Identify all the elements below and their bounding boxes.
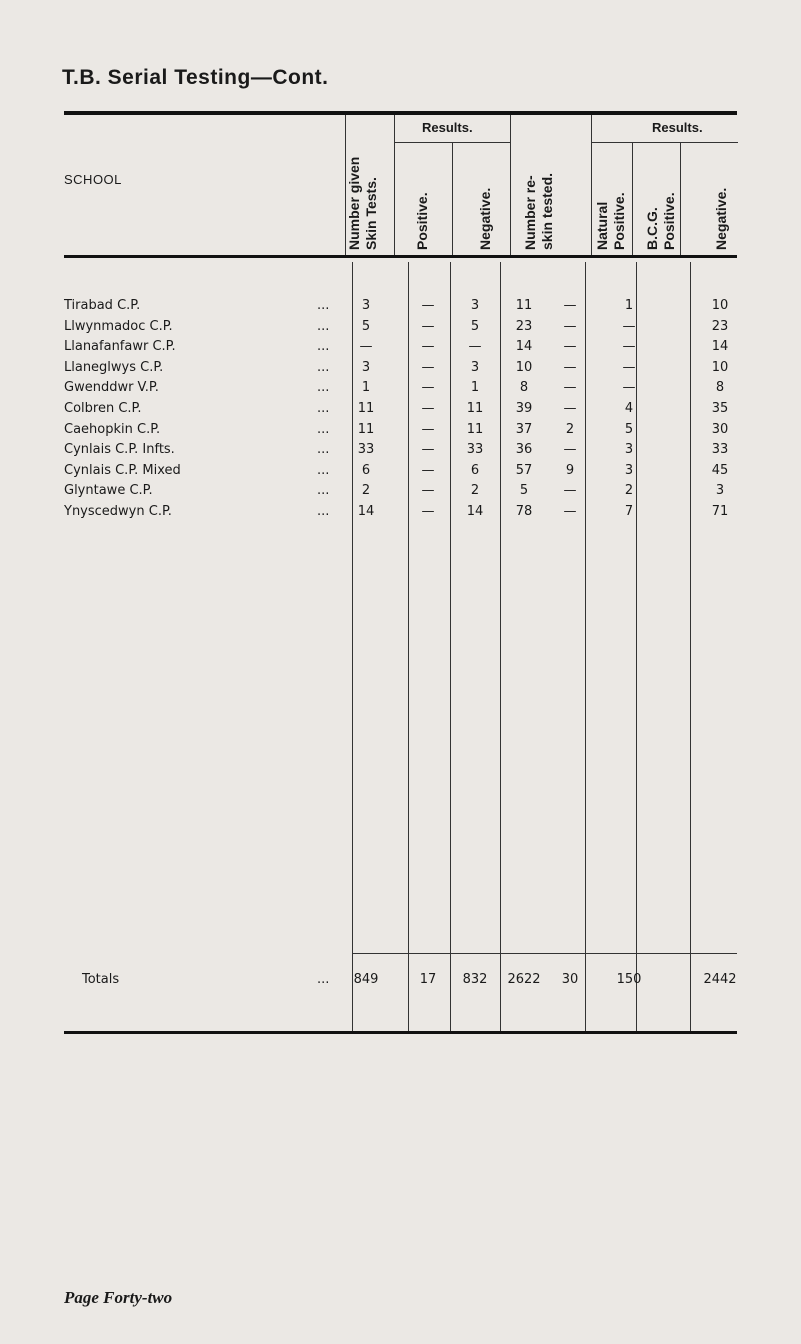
cell-negative: 3 bbox=[470, 359, 480, 375]
cell-positive: — bbox=[421, 421, 435, 437]
col-divider-3 bbox=[452, 142, 453, 255]
results-right-header: Results. bbox=[652, 120, 703, 135]
cell-given: 11 bbox=[357, 421, 375, 437]
col-divider-1 bbox=[345, 115, 346, 255]
totals-separator bbox=[352, 953, 737, 954]
positive-header: Positive. bbox=[414, 192, 430, 250]
cell-negative: 33 bbox=[466, 442, 484, 458]
cell-negative: 11 bbox=[466, 401, 484, 416]
cell-natural-positive: — bbox=[563, 339, 577, 355]
cell-retested: 14 bbox=[515, 339, 533, 355]
school-name: Glyntawe C.P. bbox=[64, 483, 153, 499]
cell-bcg-positive: 3 bbox=[624, 442, 634, 458]
school-name: Cynlais C.P. Mixed bbox=[64, 462, 181, 478]
school-header: SCHOOL bbox=[64, 172, 122, 187]
cell-negative: — bbox=[468, 339, 482, 355]
leader-dots: ... bbox=[317, 483, 330, 499]
totals-natural-positive: 30 bbox=[561, 972, 579, 987]
cell-given: 1 bbox=[361, 380, 371, 396]
cell-positive: — bbox=[421, 462, 435, 478]
header-bottom-rule bbox=[64, 255, 737, 258]
cell-bcg-positive: 3 bbox=[624, 462, 634, 478]
cell-bcg-positive: — bbox=[622, 380, 636, 396]
cell-positive: — bbox=[421, 359, 435, 375]
cell-negative2: 71 bbox=[711, 504, 729, 519]
cell-retested: 37 bbox=[515, 421, 533, 437]
cell-natural-positive: — bbox=[563, 380, 577, 396]
cell-natural-positive: — bbox=[563, 359, 577, 375]
totals-retested: 2622 bbox=[507, 972, 541, 987]
cell-retested: 5 bbox=[519, 483, 529, 499]
cell-negative: 2 bbox=[470, 483, 480, 499]
cell-natural-positive: 2 bbox=[565, 421, 575, 437]
cell-positive: — bbox=[421, 483, 435, 499]
cell-negative2: 45 bbox=[711, 462, 729, 478]
table-row bbox=[64, 483, 744, 503]
cell-negative: 3 bbox=[470, 298, 480, 313]
leader-dots: ... bbox=[317, 298, 330, 313]
cell-negative2: 33 bbox=[711, 442, 729, 458]
totals-row bbox=[64, 972, 744, 992]
cell-given: — bbox=[359, 339, 373, 355]
cell-positive: — bbox=[421, 298, 435, 313]
cell-negative2: 10 bbox=[711, 359, 729, 375]
cell-negative2: 23 bbox=[711, 318, 729, 334]
leader-dots: ... bbox=[317, 504, 330, 519]
cell-given: 11 bbox=[357, 401, 375, 416]
cell-natural-positive: — bbox=[563, 298, 577, 313]
number-given-header: Number given Skin Tests. bbox=[346, 156, 379, 250]
table-row bbox=[64, 360, 744, 380]
cell-positive: — bbox=[421, 504, 435, 519]
leader-dots: ... bbox=[317, 401, 330, 416]
cell-given: 3 bbox=[361, 359, 371, 375]
leader-dots: ... bbox=[317, 442, 330, 458]
cell-negative2: 35 bbox=[711, 401, 729, 416]
natural-positive-header: Natural Positive. bbox=[594, 192, 627, 250]
table-row bbox=[64, 504, 744, 524]
table-row bbox=[64, 422, 744, 442]
totals-positive: 17 bbox=[419, 972, 437, 987]
totals-dots: ... bbox=[317, 972, 330, 987]
cell-negative: 5 bbox=[470, 318, 480, 334]
leader-dots: ... bbox=[317, 380, 330, 396]
leader-dots: ... bbox=[317, 421, 330, 437]
results-right-underline bbox=[592, 142, 738, 143]
cell-bcg-positive: 1 bbox=[624, 298, 634, 313]
bottom-rule bbox=[64, 1031, 737, 1034]
cell-retested: 78 bbox=[515, 504, 533, 519]
cell-negative: 14 bbox=[466, 504, 484, 519]
table-row bbox=[64, 442, 744, 462]
cell-positive: — bbox=[421, 318, 435, 334]
bcg-positive-header: B.C.G. Positive. bbox=[644, 192, 677, 250]
cell-negative: 1 bbox=[470, 380, 480, 396]
school-name: Gwenddwr V.P. bbox=[64, 380, 159, 396]
leader-dots: ... bbox=[317, 359, 330, 375]
cell-retested: 39 bbox=[515, 401, 533, 416]
table-row bbox=[64, 463, 744, 483]
cell-negative: 11 bbox=[466, 421, 484, 437]
cell-retested: 11 bbox=[515, 298, 533, 313]
col-divider-4 bbox=[510, 115, 511, 255]
cell-bcg-positive: 2 bbox=[624, 483, 634, 499]
cell-bcg-positive: — bbox=[622, 318, 636, 334]
cell-given: 3 bbox=[361, 298, 371, 313]
results-left-header: Results. bbox=[422, 120, 473, 135]
cell-retested: 8 bbox=[519, 380, 529, 396]
cell-given: 14 bbox=[357, 504, 375, 519]
cell-bcg-positive: 7 bbox=[624, 504, 634, 519]
totals-label: Totals bbox=[82, 972, 120, 987]
totals-given: 849 bbox=[353, 972, 379, 987]
cell-positive: — bbox=[421, 339, 435, 355]
school-name: Tirabad C.P. bbox=[64, 298, 141, 313]
cell-bcg-positive: — bbox=[622, 359, 636, 375]
cell-given: 33 bbox=[357, 442, 375, 458]
cell-negative2: 10 bbox=[711, 298, 729, 313]
negative-header: Negative. bbox=[477, 187, 493, 250]
cell-positive: — bbox=[421, 442, 435, 458]
totals-bcg-positive: 150 bbox=[616, 972, 642, 987]
leader-dots: ... bbox=[317, 462, 330, 478]
top-rule bbox=[64, 111, 737, 115]
cell-positive: — bbox=[421, 401, 435, 416]
cell-natural-positive: — bbox=[563, 401, 577, 416]
cell-negative: 6 bbox=[470, 462, 480, 478]
cell-retested: 36 bbox=[515, 442, 533, 458]
leader-dots: ... bbox=[317, 318, 330, 334]
school-name: Llanafanfawr C.P. bbox=[64, 339, 176, 355]
number-retested-header: Number re- skin tested. bbox=[522, 172, 555, 250]
cell-natural-positive: — bbox=[563, 504, 577, 519]
cell-bcg-positive: 5 bbox=[624, 421, 634, 437]
cell-negative2: 8 bbox=[715, 380, 725, 396]
table-row bbox=[64, 298, 744, 318]
cell-bcg-positive: — bbox=[622, 339, 636, 355]
table-row bbox=[64, 319, 744, 339]
cell-natural-positive: — bbox=[563, 318, 577, 334]
cell-given: 2 bbox=[361, 483, 371, 499]
cell-natural-positive: — bbox=[563, 442, 577, 458]
cell-bcg-positive: 4 bbox=[624, 401, 634, 416]
school-name: Caehopkin C.P. bbox=[64, 421, 161, 437]
cell-given: 5 bbox=[361, 318, 371, 334]
negative2-header: Negative. bbox=[713, 187, 729, 250]
table-row bbox=[64, 380, 744, 400]
page-title: T.B. Serial Testing—Cont. bbox=[62, 66, 329, 89]
cell-retested: 23 bbox=[515, 318, 533, 334]
cell-retested: 57 bbox=[515, 462, 533, 478]
leader-dots: ... bbox=[317, 339, 330, 355]
col-divider-7 bbox=[680, 142, 681, 255]
cell-negative2: 14 bbox=[711, 339, 729, 355]
col-divider-2 bbox=[394, 115, 395, 255]
school-name: Cynlais C.P. Infts. bbox=[64, 442, 175, 458]
cell-given: 6 bbox=[361, 462, 371, 478]
cell-positive: — bbox=[421, 380, 435, 396]
cell-natural-positive: 9 bbox=[565, 462, 575, 478]
totals-negative: 832 bbox=[462, 972, 488, 987]
cell-negative2: 30 bbox=[711, 421, 729, 437]
totals-negative2: 2442 bbox=[703, 972, 737, 987]
table-row bbox=[64, 401, 744, 421]
cell-negative2: 3 bbox=[715, 483, 725, 499]
school-name: Llaneglwys C.P. bbox=[64, 359, 164, 375]
col-divider-6 bbox=[632, 142, 633, 255]
school-name: Llwynmadoc C.P. bbox=[64, 318, 173, 334]
school-name: Ynyscedwyn C.P. bbox=[64, 504, 172, 519]
cell-natural-positive: — bbox=[563, 483, 577, 499]
school-name: Colbren C.P. bbox=[64, 401, 142, 416]
cell-retested: 10 bbox=[515, 359, 533, 375]
table-row bbox=[64, 339, 744, 359]
page-footer: Page Forty-two bbox=[64, 1288, 173, 1307]
col-divider-5 bbox=[591, 115, 592, 255]
